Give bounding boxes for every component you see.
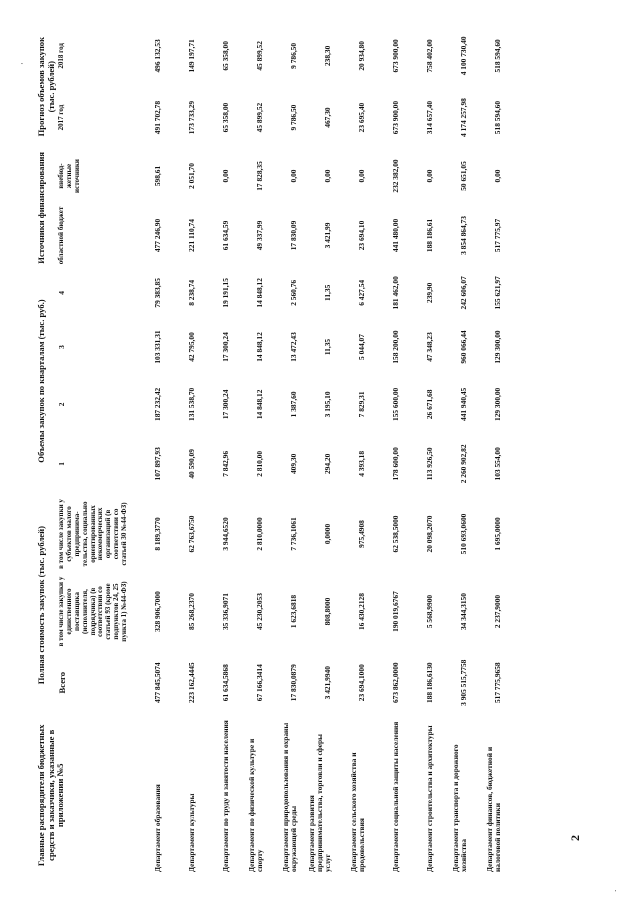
- row-name: Департамент строительства и архитектуры: [425, 725, 435, 872]
- cell-single: 808,8000: [323, 597, 333, 626]
- cell-regional: 23 694,10: [357, 220, 367, 251]
- cell-2018: 65 358,00: [221, 41, 231, 71]
- table-row: [470, 25, 504, 875]
- cell-2017: 4 174 257,98: [459, 98, 469, 137]
- procurement-table: [36, 25, 504, 875]
- header-quarter-2: 2: [57, 402, 67, 407]
- header-distributor: Главные распорядители бюджетных средств и заказчики, указанные в приложении №5: [36, 724, 66, 867]
- cell-2017: 518 594,60: [493, 100, 503, 135]
- cell-total: 67 166,3414: [255, 664, 265, 702]
- cell-q1: 7 842,96: [221, 450, 231, 477]
- cell-q4: 6 427,54: [357, 279, 367, 306]
- cell-q3: 158 200,00: [391, 330, 401, 364]
- cell-regional: 221 110,74: [187, 219, 197, 252]
- cell-total: 23 694,1000: [357, 664, 367, 702]
- cell-q1: 4 393,18: [357, 450, 367, 477]
- cell-regional: 3 421,99: [323, 222, 333, 249]
- cell-q1: 40 590,09: [187, 449, 197, 479]
- cell-q1: 2 810,00: [255, 450, 265, 477]
- cell-q3: 960 066,44: [459, 330, 469, 364]
- cell-2018: 673 900,00: [391, 39, 401, 73]
- cell-q2: 1 387,60: [289, 391, 299, 418]
- cell-small: 62 763,6750: [187, 515, 197, 553]
- cell-total: 3 905 515,7758: [459, 659, 469, 706]
- cell-small: 975,4908: [357, 520, 367, 548]
- cell-q3: 42 795,00: [187, 332, 197, 362]
- cell-q4: 11,35: [323, 284, 333, 301]
- cell-total: 673 862,0000: [391, 662, 401, 704]
- cell-extra: 232 382,00: [391, 159, 401, 193]
- cell-extra: 0,00: [221, 169, 231, 183]
- cell-q1: 113 926,50: [425, 447, 435, 481]
- cell-q2: 17 300,24: [221, 389, 231, 420]
- cell-single: 328 906,7000: [153, 591, 163, 632]
- header-funding-sources: Источники финансирования: [36, 152, 46, 264]
- cell-2018: 4 100 730,40: [459, 36, 469, 76]
- table-row: [198, 25, 232, 875]
- cell-small: 3 944,6520: [221, 517, 231, 551]
- header-year-2018: 2018 год: [57, 43, 66, 69]
- cell-total: 3 421,9940: [323, 666, 333, 700]
- cell-total: 477 845,5074: [153, 662, 163, 704]
- table-row: [436, 25, 470, 875]
- cell-q3: 13 472,43: [289, 332, 299, 362]
- table-row: [266, 25, 300, 875]
- cell-extra: 0,00: [425, 169, 435, 183]
- row-name: Департамент по труду и занятости населения: [221, 720, 231, 872]
- cell-small: 510 693,0600: [459, 513, 469, 555]
- cell-2017: 173 733,29: [187, 100, 197, 135]
- cell-q2: 7 829,31: [357, 391, 367, 418]
- cell-q3: 14 848,12: [255, 332, 265, 362]
- row-name: Департамент социальной защиты населения: [391, 721, 401, 872]
- header-year-2017: 2017 год: [57, 104, 66, 131]
- cell-2018: 758 402,00: [425, 39, 435, 73]
- cell-extra: 0,00: [323, 169, 333, 183]
- cell-q3: 11,35: [323, 338, 333, 356]
- cell-single: 1 623,6818: [289, 594, 299, 629]
- row-name: Департамент финансов, бюджетной и налоговой политики: [485, 746, 503, 872]
- cell-q3: 17 300,24: [221, 332, 231, 362]
- cell-small: 20 098,2070: [425, 515, 435, 553]
- cell-q2: 26 671,68: [425, 389, 435, 420]
- row-name: Департамент развития предпринимательства, торговли и сферы услуг: [306, 734, 333, 872]
- cell-q1: 107 897,93: [153, 447, 163, 481]
- cell-single: 5 568,9900: [425, 594, 435, 629]
- cell-q2: 129 300,00: [493, 387, 503, 421]
- header-single-supplier: в том числе закупки у единственного поставщика (исполнителя, подрядчика) (в соответствии со статьей 93 (кроме подпунктов 24, 25 пункта 1) №44-ФЗ): [57, 576, 128, 647]
- cell-2017: 9 786,50: [289, 104, 299, 131]
- cell-regional: 441 480,00: [391, 218, 401, 253]
- cell-q4: 8 238,74: [187, 279, 197, 306]
- cell-2018: 149 197,71: [187, 39, 197, 73]
- cell-q3: 5 044,07: [357, 334, 367, 360]
- cell-single: 85 268,2370: [187, 593, 197, 631]
- table-row: [300, 25, 334, 875]
- cell-q4: 79 383,85: [153, 278, 163, 308]
- cell-extra: 598,61: [153, 165, 163, 187]
- cell-q1: 294,20: [323, 453, 333, 475]
- cell-q1: 178 600,00: [391, 447, 401, 481]
- cell-q2: 131 538,70: [187, 387, 197, 421]
- cell-q2: 14 848,12: [255, 389, 265, 420]
- cell-regional: 188 186,61: [425, 218, 435, 253]
- cell-q4: 155 621,97: [493, 276, 503, 310]
- cell-extra: 50 651,05: [459, 161, 469, 191]
- header-total: Всего: [57, 671, 68, 694]
- cell-regional: 3 854 864,73: [459, 216, 469, 255]
- cell-extra: 17 828,35: [255, 161, 265, 191]
- cell-2017: 45 899,52: [255, 102, 265, 133]
- cell-2017: 491 702,78: [153, 100, 163, 135]
- cell-total: 188 186,6130: [425, 662, 435, 704]
- table-row: [232, 25, 266, 875]
- cell-q2: 187 232,42: [153, 387, 163, 421]
- cell-extra: 2 051,70: [187, 163, 197, 189]
- cell-q4: 2 560,76: [289, 279, 299, 306]
- row-name: Департамент сельского хозяйства и продовольствия: [349, 752, 367, 872]
- cell-single: 45 230,2053: [255, 593, 265, 631]
- cell-q4: 14 848,12: [255, 278, 265, 308]
- cell-extra: 0,00: [357, 169, 367, 183]
- cell-single: 35 336,9071: [221, 593, 231, 631]
- cell-2017: 23 695,40: [357, 102, 367, 133]
- cell-q4: 239,90: [425, 282, 435, 303]
- cell-q1: 2 260 902,82: [459, 444, 469, 484]
- cell-small: 8 189,3770: [153, 517, 163, 551]
- cell-q2: 441 940,45: [459, 387, 469, 421]
- table-row: [334, 25, 368, 875]
- cell-regional: 517 775,97: [493, 218, 503, 253]
- row-name: Департамент культуры: [187, 793, 197, 872]
- page-number: 2: [568, 835, 582, 841]
- cell-total: 61 634,5868: [221, 664, 231, 702]
- cell-single: 2 237,9000: [493, 594, 503, 629]
- scan-speck: ·: [18, 62, 28, 65]
- header-quarter-4: 4: [57, 290, 67, 295]
- cell-q4: 242 606,07: [459, 276, 469, 310]
- cell-regional: 477 246,90: [153, 218, 163, 253]
- cell-2017: 314 657,40: [425, 100, 435, 135]
- cell-extra: 0,00: [493, 169, 503, 183]
- cell-2018: 45 899,52: [255, 41, 265, 71]
- cell-q3: 129 300,00: [493, 330, 503, 364]
- cell-single: 190 019,6767: [391, 591, 401, 632]
- cell-q1: 409,30: [289, 453, 299, 475]
- header-small-business: в том числе закупки у субъектов малого предпринима-тельства, социально ориентированных некоммерческих организаций (в соответствии со статьей 30 №44-ФЗ): [57, 499, 128, 569]
- header-forecast: Прогноз объемов закупок (тыс. рублей): [36, 36, 56, 137]
- cell-q2: 155 600,00: [391, 387, 401, 421]
- cell-q4: 181 462,00: [391, 276, 401, 310]
- cell-2017: 65 358,00: [221, 102, 231, 133]
- table-row: [368, 25, 402, 875]
- row-name: Департамент транспорта и дорожного хозяйства: [451, 744, 469, 872]
- cell-small: 1 695,0000: [493, 517, 503, 551]
- cell-q3: 47 348,23: [425, 332, 435, 362]
- cell-regional: 17 830,09: [289, 220, 299, 251]
- header-quarter-3: 3: [57, 345, 67, 349]
- cell-q2: 3 195,10: [323, 391, 333, 418]
- table-row: [130, 25, 164, 875]
- header-quarterly-volumes: Объемы закупок по кварталам (тыс. руб.): [36, 299, 46, 463]
- cell-extra: 0,00: [289, 169, 299, 183]
- cell-small: 7 736,1061: [289, 517, 299, 551]
- header-quarter-1: 1: [57, 462, 67, 466]
- cell-small: 2 810,0000: [255, 517, 265, 551]
- row-name: Департамент природопользования и охраны окружающей среды: [281, 722, 299, 872]
- cell-2018: 238,30: [323, 45, 333, 67]
- row-name: Департамент по физической культуре и спорту: [247, 738, 265, 872]
- cell-single: 16 430,2128: [357, 593, 367, 631]
- row-name: Департамент образования: [153, 784, 163, 872]
- scan-speck: ˙: [615, 888, 625, 893]
- table-row: [402, 25, 436, 875]
- header-regional-budget: областной бюджет: [57, 206, 66, 265]
- cell-q1: 103 554,00: [493, 447, 503, 481]
- cell-total: 17 830,0879: [289, 664, 299, 702]
- cell-small: 62 538,5000: [391, 515, 401, 553]
- cell-regional: 49 337,99: [255, 220, 265, 251]
- cell-2018: 496 132,53: [153, 39, 163, 73]
- cell-total: 223 162,4445: [187, 662, 197, 704]
- cell-total: 517 775,9658: [493, 662, 503, 704]
- cell-q4: 19 191,15: [221, 278, 231, 308]
- header-full-cost: Полная стоимость закупок (тыс. рублей): [36, 526, 46, 685]
- cell-q3: 103 331,31: [153, 330, 163, 364]
- cell-2018: 20 934,80: [357, 41, 367, 71]
- cell-2018: 518 594,60: [493, 39, 503, 73]
- cell-single: 34 344,3150: [459, 593, 469, 631]
- cell-2018: 9 786,50: [289, 42, 299, 69]
- table-row: [164, 25, 198, 875]
- header-extra-budget: внебюд-жетные источники: [57, 159, 81, 193]
- cell-2017: 467,30: [323, 107, 333, 128]
- cell-regional: 61 634,59: [221, 220, 231, 251]
- cell-2017: 673 900,00: [391, 100, 401, 135]
- cell-small: 0,0000: [323, 523, 333, 545]
